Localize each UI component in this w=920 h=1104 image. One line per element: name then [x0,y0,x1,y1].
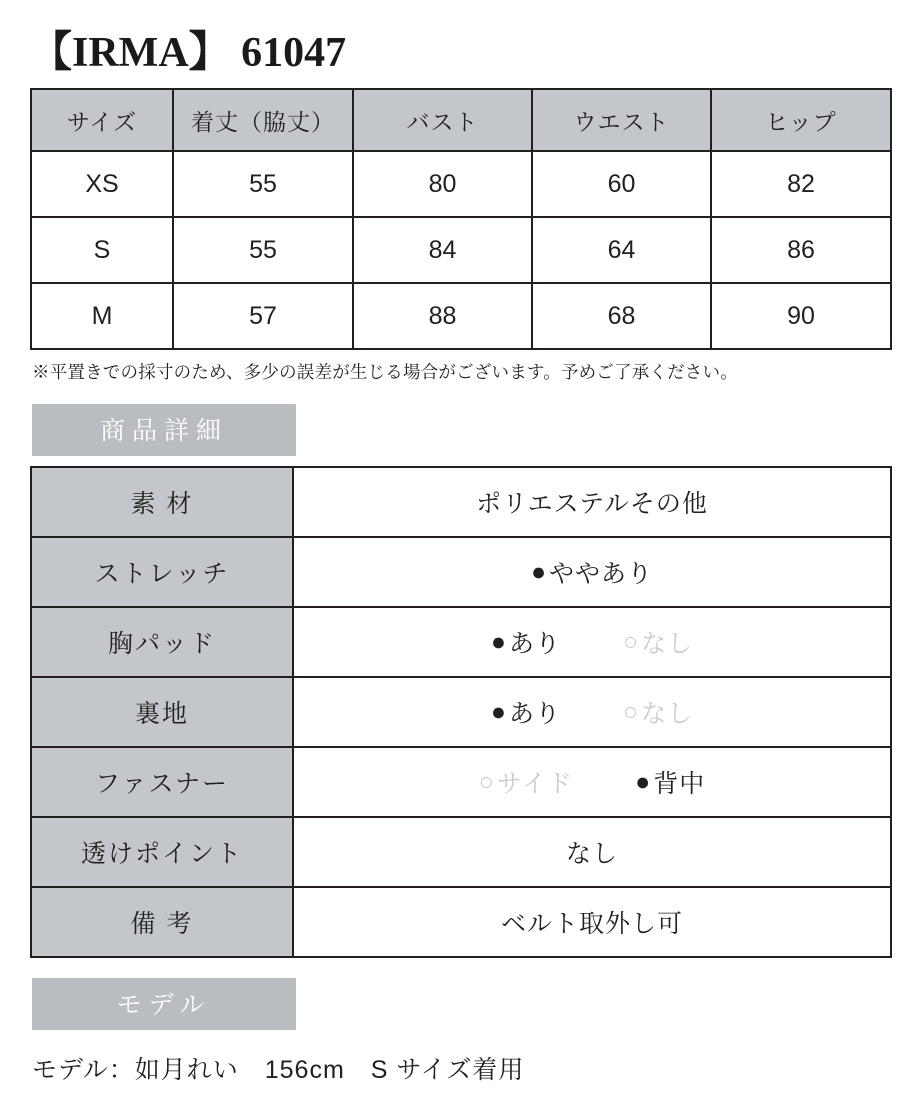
size-cell: S [31,217,173,283]
option-stretch-slight [531,554,653,590]
filled-circle-icon: ● [530,557,548,586]
size-cell: 64 [532,217,711,283]
option-label: サイド [496,770,574,799]
size-table-col-header: ヒップ [711,89,891,151]
size-cell: 90 [711,283,891,349]
size-table-col-header: ウエスト [532,89,711,151]
page-title [30,0,890,88]
size-cell: 55 [173,151,353,217]
table-row [31,677,891,747]
detail-value-sheer-point: なし [293,817,891,887]
table-row [31,217,891,283]
detail-label-material: 素 材 [31,467,293,537]
detail-label-sheer-point: 透けポイント [31,817,293,887]
measurement-note: ※平置きでの採寸のため、多少の誤差が生じる場合がございます。予めご了承ください。 [32,362,738,383]
size-cell: 86 [711,217,891,283]
detail-label-zipper: ファスナー [31,747,293,817]
option-lining-yes [491,694,561,730]
size-cell: 88 [353,283,532,349]
option-label: 背中 [653,770,706,799]
option-bust-pad-yes [491,624,561,660]
detail-label-lining: 裏地 [31,677,293,747]
size-table-col-header: サイズ [31,89,173,151]
section-heading-product-detail: 商品詳細 [32,404,296,456]
size-cell: 84 [353,217,532,283]
detail-value-remarks: ベルト取外し可 [293,887,891,957]
table-row [31,283,891,349]
table-row [31,817,891,887]
option-group-zipper [295,764,889,800]
option-label: あり [508,700,561,729]
empty-circle-icon: ○ [623,627,640,656]
option-bust-pad-no [623,624,693,660]
model-info: モデル：如月れい 156cm S サイズ着用 [32,1056,525,1085]
filled-circle-icon: ● [490,627,507,656]
option-label: あり [508,630,561,659]
filled-circle-icon: ● [490,697,507,726]
detail-value-lining [293,677,891,747]
option-group-bust-pad [295,624,889,660]
table-row [31,887,891,957]
table-row [31,151,891,217]
option-label: ややあり [549,560,654,589]
size-table-col-header: バスト [353,89,532,151]
option-label: なし [641,700,694,729]
size-table [30,88,892,350]
size-table-col-header: 着丈（脇丈） [173,89,353,151]
table-row [31,467,891,537]
page-title-text: 【IRMA】 61047 [30,30,347,76]
size-cell: 55 [173,217,353,283]
option-zipper-back [635,764,705,800]
detail-value-zipper [293,747,891,817]
size-cell: 80 [353,151,532,217]
size-cell: 60 [532,151,711,217]
size-cell: 82 [711,151,891,217]
table-row [31,537,891,607]
option-zipper-side [479,764,573,800]
size-cell: 57 [173,283,353,349]
option-lining-no [623,694,693,730]
empty-circle-icon: ○ [623,697,640,726]
filled-circle-icon: ● [635,767,652,796]
section-heading-model: モデル [32,978,296,1030]
size-cell: M [31,283,173,349]
empty-circle-icon: ○ [478,767,495,796]
product-detail-table [30,466,892,958]
detail-value-material: ポリエステルその他 [293,467,891,537]
detail-label-bust-pad: 胸パッド [31,607,293,677]
table-row [31,607,891,677]
option-group-lining [295,694,889,730]
table-row [31,747,891,817]
detail-value-stretch [293,537,891,607]
detail-value-bust-pad [293,607,891,677]
detail-label-stretch: ストレッチ [31,537,293,607]
size-cell: XS [31,151,173,217]
option-label: なし [641,630,694,659]
detail-label-remarks: 備 考 [31,887,293,957]
size-cell: 68 [532,283,711,349]
size-table-header-row [31,89,891,151]
